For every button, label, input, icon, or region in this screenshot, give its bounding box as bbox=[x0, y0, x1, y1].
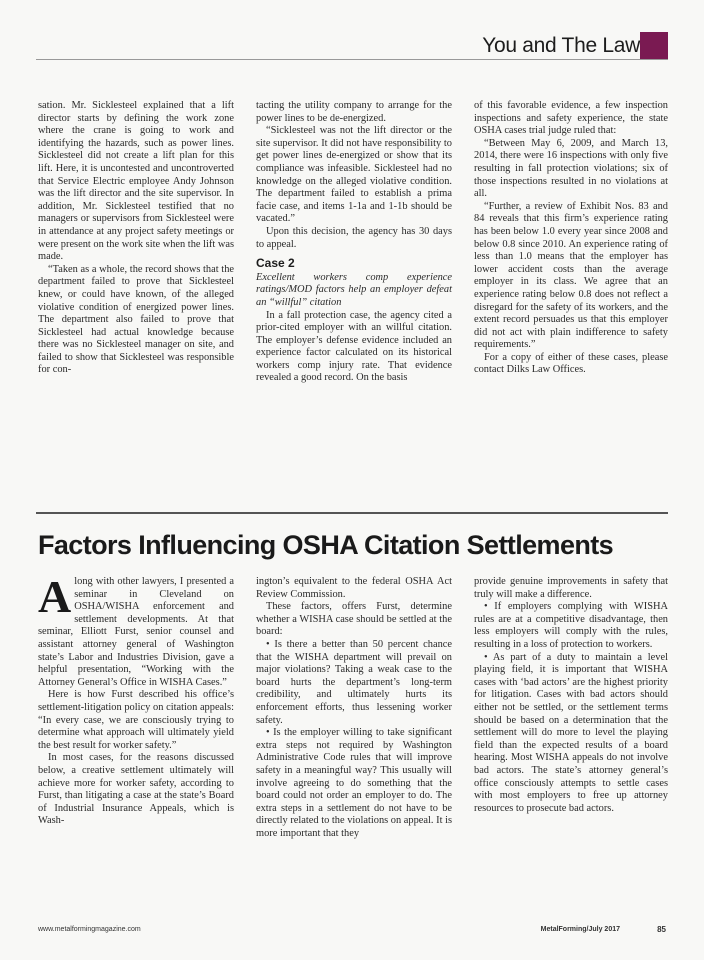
article-column-1 bbox=[38, 571, 234, 828]
case-heading: Case 2 bbox=[256, 256, 295, 271]
page-number: 85 bbox=[657, 925, 666, 934]
paragraph: tacting the utility company to arrange for the power lines to be de-energized. bbox=[256, 100, 452, 124]
bullet-paragraph: • Is there a better than 50 percent chance that the WISHA department will prevail on major violations? Taking a weak case to the board hurts the department’s long-term credibility, and ultimately hurts its enforcement efforts, thus lessening worker safety. bbox=[256, 638, 452, 726]
bullet-paragraph: • As part of a duty to maintain a level playing field, it is important that WISHA cases with ‘bad actors’ are the highest priority for litigation. Cases with bad actors should either not be settled, or the settlement terms should be based on a determination that the settlement will do more to level the playing field than the expected results of a board hearing. Most WISHA appeals do not involve bad actors. The state’s attorney general’s office consciously attempts to settle cases with most employers to free up attorney resources to prosecute bad actors. bbox=[474, 651, 668, 814]
header-divider bbox=[36, 59, 668, 60]
paragraph: sation. Mr. Sicklesteel explained that a lift director starts by defining the work zone where the crane is going to work and identifying the hazards, such as power lines. Sicklesteel did not create a lift plan for this lift. Here, it is uncontested and uncontroverted that Service Electric employee Andy Johnson was the lift director and the site supervisor. In addition, Mr. Sicklesteel testified that no managers or supervisors from Sicklesteel were in attendance at any project safety meetings or were present on the work site when the lift was made. bbox=[38, 100, 234, 263]
case-subheading: Excellent workers comp experience ratings/MOD factors help an employer defeat an “willful” citation bbox=[256, 271, 452, 308]
paragraph: of this favorable evidence, a few inspection inspections and safety experience, the state OSHA cases trial judge ruled that: bbox=[474, 100, 668, 137]
footer-website: www.metalformingmagazine.com bbox=[38, 926, 141, 933]
article-title: Factors Influencing OSHA Citation Settlements bbox=[38, 530, 614, 560]
paragraph: “Sicklesteel was not the lift director or the site supervisor. It did not have responsibility to get power lines de-energized or show that its compliance was infeasible. Sicklesteel had no knowledge on the alleged violative condition. The department failed to establish a prima facie case, and items 1-1a and 1-1b should be vacated.” bbox=[256, 125, 452, 225]
section-color-tab bbox=[640, 32, 668, 60]
top-article-column-2 bbox=[256, 100, 452, 385]
paragraph: “Taken as a whole, the record shows that the department failed to prove that Sicklesteel knew, or could have known, of the alleged violative condition of energized power lines. The department also failed to prove that Sicklesteel had actual knowledge because there was no Sicklesteel manager on site, and failed to show that Sicklesteel was responsible for con- bbox=[38, 263, 234, 376]
paragraph: In a fall protection case, the agency cited a prior-cited employer with an willful citation. The employer’s defense evidence included an experience factor calculated on its historical workers comp injury rate. That evidence revealed a good record. On the basis bbox=[256, 309, 452, 384]
article-column-3 bbox=[474, 576, 668, 815]
article-column-2 bbox=[256, 576, 452, 840]
top-article-column-1 bbox=[38, 100, 234, 377]
paragraph: For a copy of either of these cases, please contact Dilks Law Offices. bbox=[474, 351, 668, 376]
paragraph: ington’s equivalent to the federal OSHA Act Review Commission. bbox=[256, 576, 452, 600]
section-title: You and The Law bbox=[482, 34, 640, 57]
paragraph bbox=[38, 571, 234, 689]
paragraph-text: long with other lawyers, I presented a seminar in Cleveland on OSHA/WISHA enforcement and settlement developments. At that seminar, Elliott Furst, senior counsel and assistant attorney general of Washington state’s Labor and Industries Division, gave a helpful presentation, “Working with the Attorney General’s Office in WISHA Cases.” bbox=[38, 576, 234, 688]
paragraph: Here is how Furst described his office’s settlement-litigation policy on citation appeals: “In every case, we are consciously trying to determine what approach will ultimately yield the best result for worker safety.” bbox=[38, 689, 234, 751]
drop-cap: A bbox=[38, 571, 72, 622]
bullet-paragraph: • If employers complying with WISHA rules are at a competitive disadvantage, then less employers will comply with the rules, resulting in a loss of protection to workers. bbox=[474, 601, 668, 650]
paragraph: provide genuine improvements in safety that truly will make a difference. bbox=[474, 576, 668, 600]
paragraph: “Further, a review of Exhibit Nos. 83 and 84 reveals that this firm’s experience rating has been below 1.0 every year since 2008 and below 0.8 since 2010. An experience rating of less than 1.0 means that the employer has lower accident costs than the average employer in its class. We agree that an experience rating below 0.8 does not reflect a disregard for the safety of its workers, and the extent record persuades us that this employer did not act with plain indifference to safety requirements.” bbox=[474, 200, 668, 351]
paragraph: Upon this decision, the agency has 30 days to appeal. bbox=[256, 225, 452, 250]
paragraph: In most cases, for the reasons discussed below, a creative settlement ultimately will achieve more for worker safety, according to Furst, than litigating a case at the state’s Board of Industrial Insurance Appeals, which is Wash- bbox=[38, 752, 234, 827]
page-header bbox=[0, 32, 704, 60]
bullet-paragraph: • Is the employer willing to take significant extra steps not required by Washington Administrative Code rules that will improve safety in a meaningful way? This usually will involve agreeing to do something that the board could not order an employer to do. The extra steps in a settlement do not have to be directly related to the violations on appeal. It is more important that they bbox=[256, 727, 452, 839]
paragraph: “Between May 6, 2009, and March 13, 2014, there were 16 inspections with only five resulting in fall protection violations; six of those inspections resulted in no violations at all. bbox=[474, 137, 668, 200]
top-article-column-3 bbox=[474, 100, 668, 377]
article-divider bbox=[36, 512, 668, 514]
footer-issue: MetalForming/July 2017 bbox=[540, 926, 620, 933]
paragraph: These factors, offers Furst, determine whether a WISHA case should be settled at the board: bbox=[256, 601, 452, 638]
